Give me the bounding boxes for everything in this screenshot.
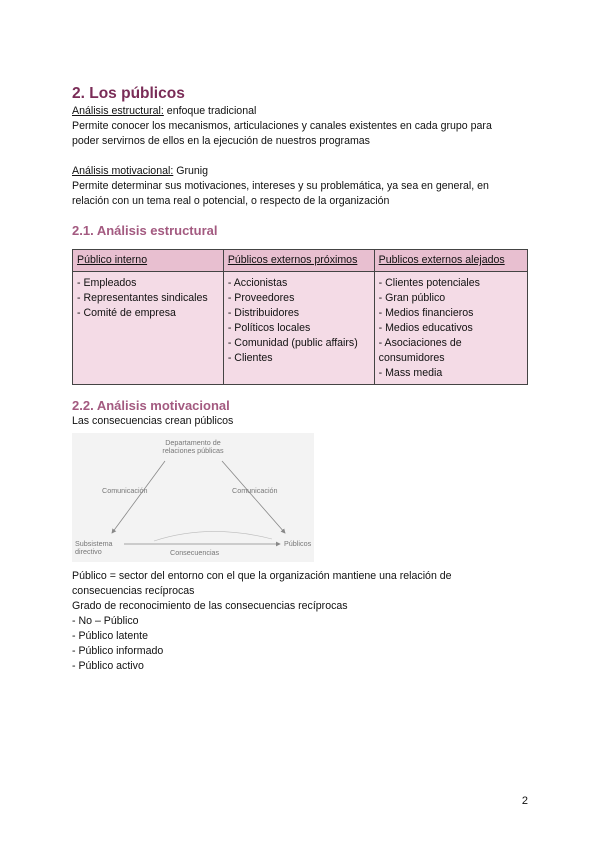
list-item: - Medios financieros: [378, 307, 474, 319]
list-item: - Gran público: [378, 292, 446, 304]
structural-line-2: poder servirnos de ellos en la ejecución de nuestros programas: [72, 135, 370, 147]
arrow-arc: [154, 531, 272, 541]
list-item: - Público informado: [72, 645, 164, 657]
motivational-intro: Las consecuencias crean públicos: [72, 415, 234, 427]
list-item: - Clientes: [227, 352, 273, 364]
arrow-to-subsystem: [112, 461, 165, 533]
diagram-label: Departamento de: [165, 438, 221, 447]
motivational-line-1: Permite determinar sus motivaciones, intereses y su problemática, ya sea en general, en: [72, 180, 489, 192]
diagram-label: Subsistema: [75, 539, 113, 548]
table-cell-internal: [73, 272, 224, 385]
structural-heading: [72, 104, 528, 119]
section-title-motivacional: 2.2. Análisis motivacional: [72, 398, 230, 413]
arrow-to-publics: [222, 461, 285, 533]
diagram-node-right: Públicos: [284, 539, 312, 548]
table-header-cell: Publicos externos alejados: [374, 250, 527, 272]
list-item: - Comunidad (public affairs): [227, 337, 358, 349]
publics-diagram: [72, 433, 314, 562]
diagram-edge-right: Comunicación: [232, 486, 278, 495]
definition-line-1: Público = sector del entorno con el que la organización mantiene una relación de: [72, 570, 452, 582]
list-item: - Proveedores: [227, 292, 295, 304]
list-item: - Medios educativos: [378, 322, 473, 334]
diagram-label: directivo: [75, 547, 102, 556]
list-item: - Asociaciones de: [378, 337, 462, 349]
structural-line-1: Permite conocer los mecanismos, articulaciones y canales existentes en cada grupo para: [72, 120, 492, 132]
diagram-edge-left: Comunicación: [102, 486, 148, 495]
table-cell-external-near: [223, 272, 374, 385]
list-item: - Público activo: [72, 660, 144, 672]
diagram-edge-bottom: Consecuencias: [170, 548, 220, 557]
list-item: - Políticos locales: [227, 322, 311, 334]
motivational-label: Análisis motivacional:: [72, 165, 174, 177]
list-item: - Accionistas: [227, 277, 288, 289]
list-item: - Mass media: [378, 367, 443, 379]
motivational-suffix: Grunig: [173, 165, 209, 177]
list-item: - Público latente: [72, 630, 148, 642]
structural-label: Análisis estructural:: [72, 105, 164, 117]
list-item: - Clientes potenciales: [378, 277, 480, 289]
list-item: - Representantes sindicales: [77, 292, 208, 304]
diagram-label: relaciones públicas: [162, 446, 224, 455]
table-cell-external-far: [374, 272, 527, 385]
diagram-node-top: [152, 439, 234, 455]
list-item: consumidores: [378, 352, 445, 364]
publics-table: [72, 249, 528, 385]
recognition-heading: Grado de reconocimiento de las consecuencias recíprocas: [72, 600, 348, 612]
list-item: - Distribuidores: [227, 307, 300, 319]
list-item: - Empleados: [77, 277, 137, 289]
section-title-publicos: 2. Los públicos: [72, 85, 185, 102]
document-page: [72, 84, 528, 674]
list-item: - No – Público: [72, 615, 139, 627]
structural-suffix: enfoque tradicional: [163, 105, 257, 117]
list-item: - Comité de empresa: [77, 307, 176, 319]
definition-line-2: consecuencias recíprocas: [72, 585, 195, 597]
motivational-heading: [72, 164, 528, 179]
diagram-node-left: [75, 540, 113, 556]
page-number: 2: [521, 795, 528, 807]
motivational-line-2: relación con un tema real o potencial, o respecto de la organización: [72, 195, 390, 207]
section-title-estructural: 2.1. Análisis estructural: [72, 223, 218, 238]
table-row: [73, 272, 528, 385]
table-header-row: [73, 250, 528, 272]
table-header-cell: Públicos externos próximos: [223, 250, 374, 272]
table-header-cell: Público interno: [73, 250, 224, 272]
